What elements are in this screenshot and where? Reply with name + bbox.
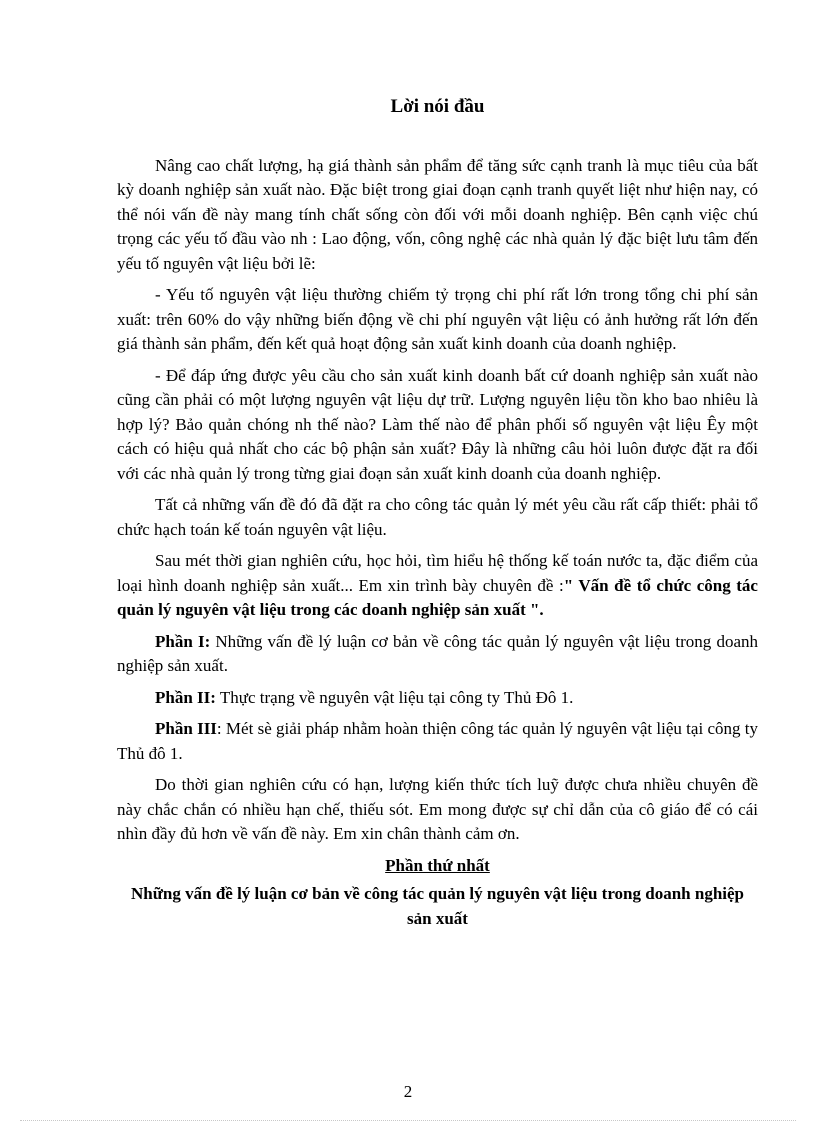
paragraph-part-3 xyxy=(117,717,758,766)
part-1-text: Những vấn đề lý luận cơ bản về công tác quản lý nguyên vật liệu trong doanh nghiệp sản xuất. xyxy=(117,631,758,675)
part-2-label: Phần II: xyxy=(155,687,216,707)
page-title: Lời nói đầu xyxy=(390,96,485,117)
paragraph-reason-2: - Để đáp ứng được yêu cầu cho sản xuất kinh doanh bất cứ doanh nghiệp sản xuất nào cũng cần phải có một lượng nguyên vật liệu dự trữ. Lượng nguyên liệu tồn kho bao nhiêu là hợp lý? Bảo quản chóng nh thế nào? Làm thế nào để phân phối số nguyên vật liệu Êy một cách có hiệu quả nhất cho các bộ phận sản xuất? Đây là những câu hỏi luôn được đặt ra đối với các nhà quản lý trong từng giai đoạn sản xuất kinh doanh của doanh nghiệp. xyxy=(117,365,758,483)
paragraph-part-1 xyxy=(117,630,758,679)
part-title: Những vấn đề lý luận cơ bản về công tác quản lý nguyên vật liệu trong doanh nghiệp sản xuất xyxy=(130,884,745,928)
topic-intro-text: Sau mét thời gian nghiên cứu, học hỏi, tìm hiểu hệ thống kế toán nước ta, đặc điểm của loại hình doanh nghiệp sản xuất... Em xin trình bày chuyên đề : xyxy=(117,551,758,595)
page-number: 2 xyxy=(403,1082,413,1101)
paragraph-problem: Tất cả những vấn đề đó đã đặt ra cho công tác quản lý mét yêu cầu rất cấp thiết: phải tổ chức hạch toán kế toán nguyên vật liệu. xyxy=(117,495,758,539)
paragraph-intro: Nâng cao chất lượng, hạ giá thành sản phẩm để tăng sức cạnh tranh là mục tiêu của bất kỳ doanh nghiệp sản xuất nào. Đặc biệt trong giai đoạn cạnh tranh quyết liệt như hiện nay, có thể nói vấn đề này mang tính chất sống còn đối với mỗi doanh nghiệp. Bên cạnh việc chú trọng các yếu tố đầu vào nh : Lao động, vốn, công nghệ các nhà quản lý đặc biệt lưu tâm đến yếu tố nguyên vật liệu bởi lẽ: xyxy=(117,155,758,273)
paragraph-closing: Do thời gian nghiên cứu có hạn, lượng kiến thức tích luỹ được chưa nhiều chuyên đề này chắc chắn có nhiều hạn chế, thiếu sót. Em mong được sự chỉ dẫn của cô giáo để có cái nhìn đầy đủ hơn về vấn đề này. Em xin chân thành cảm ơn. xyxy=(117,775,758,843)
part-2-text: Thực trạng về nguyên vật liệu tại công ty Thủ Đô 1. xyxy=(215,687,574,707)
topic-title: " Vấn đề tổ chức công tác quản lý nguyên vật liệu trong các doanh nghiệp sản xuất ". xyxy=(117,575,758,619)
part-3-text: : Mét sè giải pháp nhằm hoàn thiện công tác quản lý nguyên vật liệu tại công ty Thủ đô 1. xyxy=(117,719,758,763)
part-heading: Phần thứ nhất xyxy=(385,855,490,875)
paragraph-topic xyxy=(117,549,758,623)
part-1-label: Phần I: xyxy=(155,631,211,651)
page-bottom-divider xyxy=(20,1120,796,1121)
paragraph-reason-1: - Yếu tố nguyên vật liệu thường chiếm tỷ trọng chi phí rất lớn trong tổng chi phí sản xuất: trên 60% do vậy những biến động về chi phí nguyên vật liệu có ảnh hưởng rất lớn đến giá thành sản phẩm, đến kết quả hoạt động sản xuất kinh doanh của doanh nghiệp. xyxy=(117,285,758,353)
document-page xyxy=(117,95,758,931)
paragraph-part-2 xyxy=(117,686,758,711)
part-3-label: Phần III xyxy=(155,719,217,738)
